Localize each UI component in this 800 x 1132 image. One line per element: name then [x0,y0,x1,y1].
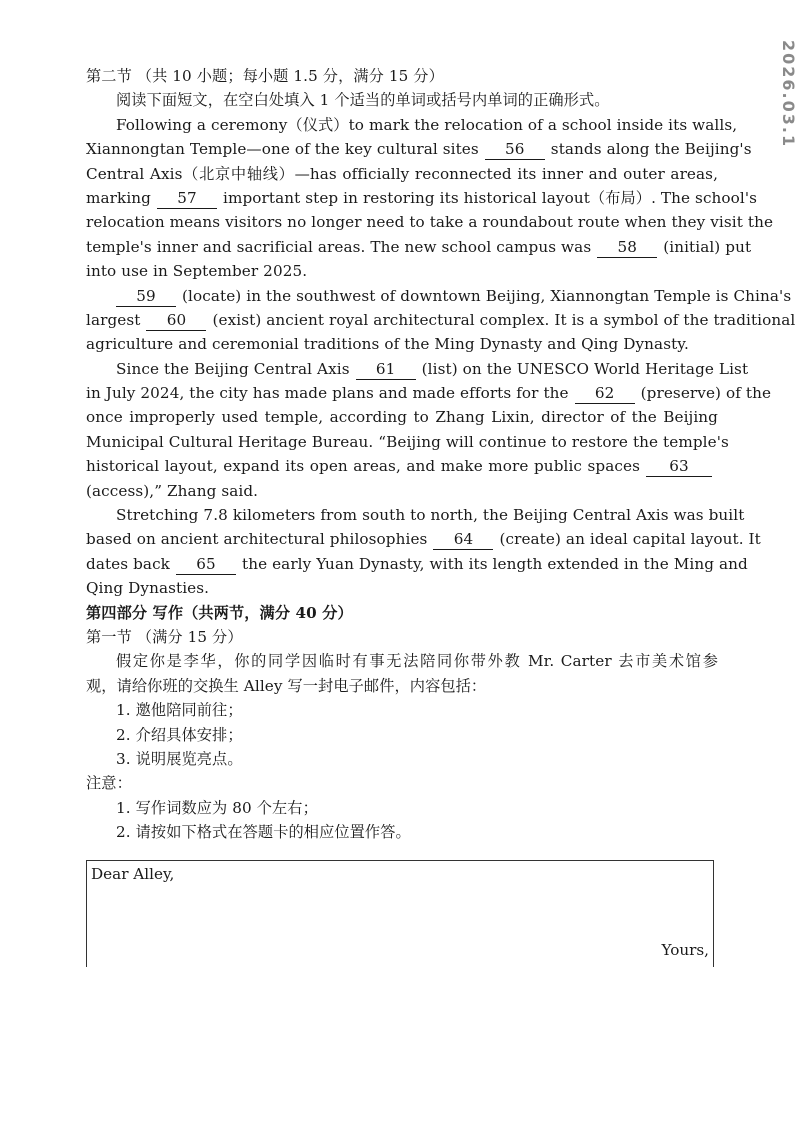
blank-61[interactable]: 61 [356,360,416,380]
notes-label: 注意： [86,774,132,793]
closing: Yours, [661,941,709,959]
passage-line: agriculture and ceremonial traditions of the Ming Dynasty and Qing Dynasty. [86,335,689,354]
passage-line: Stretching 7.8 kilometers from south to north, the Beijing Central Axis was built [116,506,745,525]
passage-text: marking [86,188,151,207]
side-stamp: 2026.03.1 [779,40,798,149]
blank-65[interactable]: 65 [176,555,236,575]
passage-text: largest [86,310,141,329]
answer-box[interactable] [86,860,714,967]
passage-text: the early Yuan Dynasty, with its length extended in the Ming and [241,554,748,573]
passage-text: based on ancient architectural philosophies [86,530,428,549]
section2-header: 第二节 （共 10 小题；每小题 1.5 分，满分 15 分） [86,67,444,85]
passage-text: stands along the Beijing's [550,140,752,159]
passage-text: (create) an ideal capital layout. It [499,530,761,549]
passage-text: (initial) put [663,237,752,256]
writing-prompt-line: 假定你是李华，你的同学因临时有事无法陪同你带外教 Mr. Carter 去市美术馆参 [116,652,718,671]
passage-line: once improperly used temple, according to Zhang Lixin, director of the Beijing [86,408,718,427]
list-item: 1. 写作词数应为 80 个左右； [116,798,318,817]
salutation: Dear Alley, [91,865,175,883]
blank-64[interactable]: 64 [433,530,493,550]
passage-text: Since the Beijing Central Axis [116,359,350,378]
passage-line: (access),” Zhang said. [86,481,259,500]
passage-line [86,137,752,161]
list-item: 2. 介绍具体安排； [116,725,243,744]
passage-text: important step in restoring its historical layout（布局）. The school's [222,188,758,207]
passage-line: relocation means visitors no longer need to take a roundabout route when they visit the [86,213,774,232]
passage-text: Xiannongtan Temple—one of the key cultural sites [86,140,479,159]
passage-text: (list) on the UNESCO World Heritage List [421,359,749,378]
passage-line [86,552,748,576]
writing-prompt-line: 观，请给你班的交换生 Alley 写一封电子邮件，内容包括： [86,676,487,695]
passage-line: Following a ceremony（仪式）to mark the relocation of a school inside its walls, [116,115,738,134]
passage-line [86,357,749,381]
passage-line [86,284,792,308]
passage-line [86,381,772,405]
part4-header: 第四部分 写作（共两节，满分 40 分） [86,603,353,622]
passage-line: Municipal Cultural Heritage Bureau. “Beijing will continue to restore the temple's [86,432,729,451]
passage-line: Qing Dynasties. [86,579,210,598]
section1-header: 第一节 （满分 15 分） [86,627,243,646]
passage-text: temple's inner and sacrificial areas. The new school campus was [86,237,592,256]
blank-57[interactable]: 57 [157,189,217,209]
blank-58[interactable]: 58 [597,238,657,258]
blank-63[interactable]: 63 [646,457,712,477]
list-item: 2. 请按如下格式在答题卡的相应位置作答。 [116,823,411,842]
passage-line [86,308,796,332]
blank-60[interactable]: 60 [146,311,206,331]
passage-text: (exist) ancient royal architectural complex. It is a symbol of the traditional [212,310,796,329]
passage-text: dates back [86,554,170,573]
blank-62[interactable]: 62 [575,384,635,404]
passage-text: in July 2024, the city has made plans and made efforts for the [86,384,569,403]
list-item: 3. 说明展览亮点。 [116,749,243,768]
passage-text: (locate) in the southwest of downtown Beijing, Xiannongtan Temple is China's [182,286,792,305]
passage-line [86,235,752,259]
passage-line [86,454,718,478]
passage-line [86,186,758,210]
blank-56[interactable]: 56 [485,140,545,160]
blank-59[interactable]: 59 [116,287,176,307]
passage-line: into use in September 2025. [86,262,308,281]
passage-line [86,527,761,551]
section2-instruction: 阅读下面短文，在空白处填入 1 个适当的单词或括号内单词的正确形式。 [116,91,610,110]
passage-text: (preserve) of the [640,384,772,403]
passage-line: Central Axis（北京中轴线）—has officially reconnected its inner and outer areas, [86,164,718,183]
passage-text: historical layout, expand its open areas, and make more public spaces [86,457,640,476]
list-item: 1. 邀他陪同前往； [116,701,243,720]
